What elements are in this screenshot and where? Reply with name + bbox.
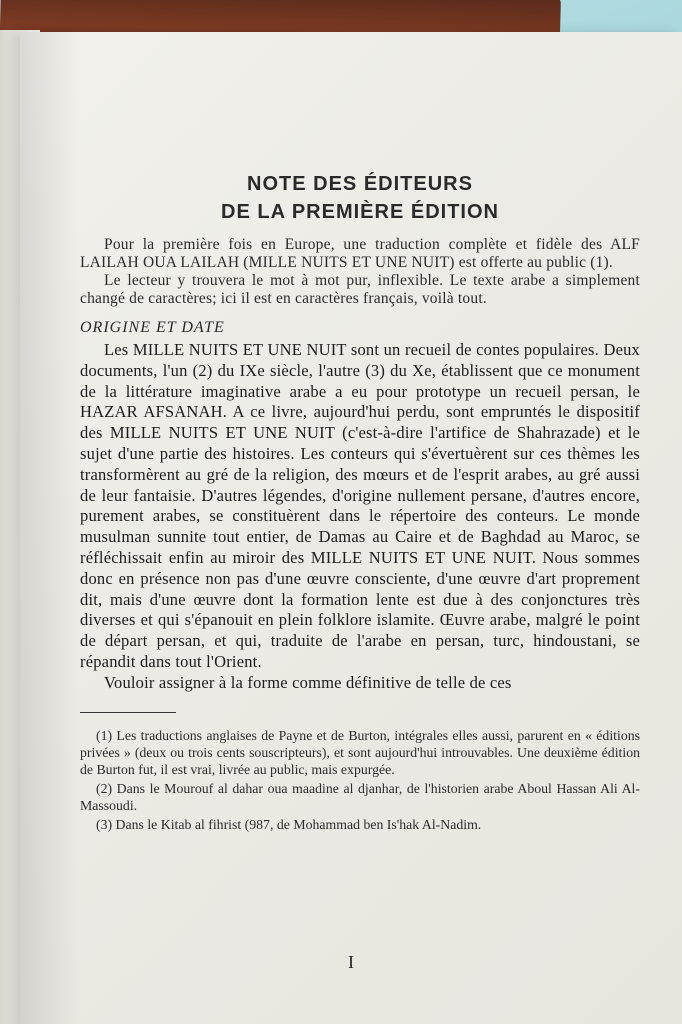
page-number: I xyxy=(348,952,354,972)
footnote: (2) Dans le Mourouf al dahar oua maadine al djanhar, de l'historien arabe Aboul Hassan Ali Al-Massoudi. xyxy=(80,780,640,813)
page-content xyxy=(80,170,640,835)
intro-paragraph: Le lecteur y trouvera le mot à mot pur, inflexible. Le texte arabe a simplement changé de caractères; ici il est en caractères français, voilà tout. xyxy=(80,272,640,307)
footnote: (3) Dans le Kitab al fihrist (987, de Mohammad ben Is'hak Al-Nadim. xyxy=(96,816,482,832)
footnote: (1) Les traductions anglaises de Payne et de Burton, intégrales elles aussi, parurent en « éditions privées » (deux ou trois cents souscripteurs), et sont aujourd'hui introuvables. Une deuxième édition de Burton fut, il est vrai, livrée au public, mais expurgée. xyxy=(80,727,640,777)
book-page xyxy=(20,32,682,1024)
section-heading: ORIGINE ET DATE xyxy=(80,319,225,336)
page-title-line-2: DE LA PREMIÈRE ÉDITION xyxy=(221,201,499,223)
body-paragraph: Vouloir assigner à la forme comme définitive de telle de ces xyxy=(104,672,512,692)
footnote-divider xyxy=(80,712,176,713)
body-paragraph: Les MILLE NUITS ET UNE NUIT sont un recueil de contes populaires. Deux documents, l'un (2) du IXe siècle, l'autre (3) du Xe, établissent que ce monument de la littérature imaginative arabe a eu pour prototype un recueil persan, le HAZAR AFSANAH. A ce livre, aujourd'hui perdu, sont empruntés le dispositif des MILLE NUITS ET UNE NUIT (c'est-à-dire l'artifice de Shahrazade) et le sujet d'une partie des histoires. Les conteurs qui s'évertuèrent sur ces thèmes les transformèrent au gré de la religion, des mœurs et de l'esprit arabes, au gré aussi de leur fantaisie. D'autres légendes, d'origine nullement persane, d'autres encore, purement arabes, se constituèrent dans le répertoire des conteurs. Le monde musulman sunnite tout entier, de Damas au Caire et de Baghdad au Maroc, se réfléchissait enfin au miroir des MILLE NUITS ET UNE NUIT. Nous sommes donc en présence non pas d'une œuvre consciente, d'une œuvre d'art proprement dit, mais d'une œuvre dont la formation lente est due à des conjonctures très diverses et qui s'épanouit en plein folklore islamite. Œuvre arabe, malgré le point de départ persan, et qui, traduite de l'arabe en persan, turc, hindoustani, se répandit dans tout l'Orient. xyxy=(80,340,640,671)
gutter-shadow xyxy=(20,32,80,1024)
page-title-line-1: NOTE DES ÉDITEURS xyxy=(247,173,473,195)
intro-paragraph: Pour la première fois en Europe, une traduction complète et fidèle des ALF LAILAH OUA LAILAH (MILLE NUITS ET UNE NUIT) est offerte au public (1). xyxy=(80,236,640,271)
